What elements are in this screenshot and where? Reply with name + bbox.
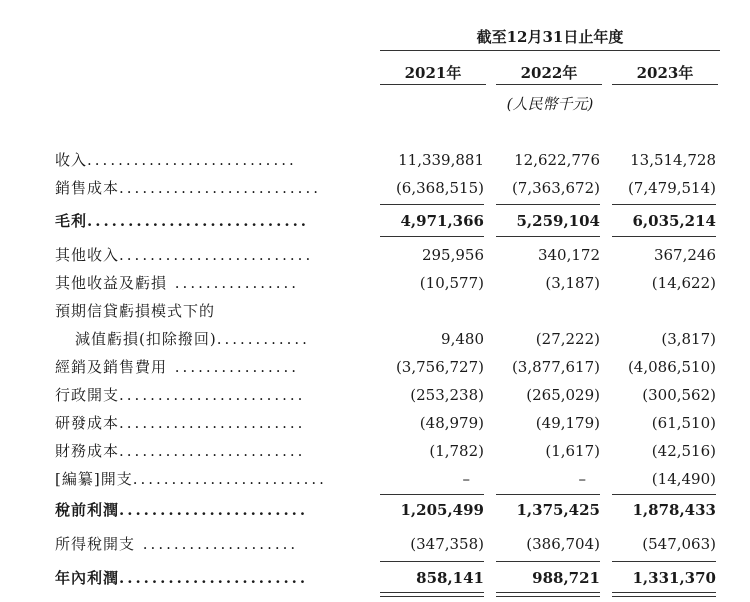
row-label: 減值虧損(扣除撥回)............ (75, 330, 310, 348)
value-2022: 5,259,104 (516, 212, 600, 230)
value-2021: 11,339,881 (398, 151, 484, 169)
row-label: [編纂]開支......................... (55, 470, 327, 488)
value-2023: (42,516) (651, 442, 716, 460)
total-double-rule (496, 592, 600, 597)
table-row-other-income (0, 243, 750, 267)
value-2021: (48,979) (419, 414, 484, 432)
table-row-revenue (0, 148, 750, 172)
row-label: 經銷及銷售費用 ................ (55, 358, 300, 376)
value-2021: 858,141 (416, 569, 484, 587)
row-label: 財務成本........................ (55, 442, 306, 460)
subtotal-rule (380, 236, 484, 237)
table-row-cost-of-sales (0, 176, 750, 200)
value-2023: (61,510) (651, 414, 716, 432)
row-label: 行政開支........................ (55, 386, 306, 404)
subtotal-rule (496, 561, 600, 562)
row-label: 毛利........................... (55, 212, 310, 230)
table-row-distribution-selling (0, 355, 750, 379)
row-label: 所得稅開支 .................... (55, 535, 299, 553)
year-underline (612, 84, 718, 85)
subtotal-rule (380, 204, 484, 205)
currency-unit: (人民幣千元) (506, 95, 594, 113)
table-row-redacted-expenses (0, 467, 750, 491)
value-2021: 295,956 (421, 246, 484, 264)
row-label: 預期信貸虧損模式下的 (55, 302, 216, 320)
value-2023: (14,622) (651, 274, 716, 292)
value-2023: 6,035,214 (632, 212, 716, 230)
value-2023: 1,331,370 (632, 569, 716, 587)
value-2021: – (462, 470, 470, 488)
row-label: 稅前利潤....................... (55, 501, 309, 519)
value-2021: (347,358) (410, 535, 484, 553)
value-2022: (49,179) (535, 414, 600, 432)
table-row-income-tax (0, 532, 750, 556)
value-2023: (14,490) (651, 470, 716, 488)
table-row-admin-expenses (0, 383, 750, 407)
value-2022: 988,721 (532, 569, 600, 587)
row-label: 其他收益及虧損 ................ (55, 274, 300, 292)
year-2022-header: 2022年 (520, 64, 578, 82)
value-2022: 1,375,425 (516, 501, 600, 519)
value-2023: (300,562) (642, 386, 716, 404)
value-2023: 13,514,728 (630, 151, 716, 169)
value-2022: – (578, 470, 586, 488)
table-row-other-gains-losses (0, 271, 750, 295)
value-2022: (1,617) (545, 442, 600, 460)
subtotal-rule (496, 204, 600, 205)
value-2022: (3,877,617) (511, 358, 600, 376)
row-label: 銷售成本.......................... (55, 179, 321, 197)
total-double-rule (380, 592, 484, 597)
value-2021: (6,368,515) (395, 179, 484, 197)
year-2021-header: 2021年 (404, 64, 462, 82)
subtotal-rule (380, 561, 484, 562)
value-2023: (4,086,510) (627, 358, 716, 376)
value-2022: 12,622,776 (514, 151, 600, 169)
value-2021: (253,238) (410, 386, 484, 404)
value-2021: 4,971,366 (400, 212, 484, 230)
table-row-gross-profit (0, 209, 750, 233)
value-2022: 340,172 (537, 246, 600, 264)
value-2021: (1,782) (429, 442, 484, 460)
subtotal-rule (612, 561, 716, 562)
row-label: 收入........................... (55, 151, 297, 169)
subtotal-rule (496, 494, 600, 495)
value-2023: (3,817) (661, 330, 716, 348)
subtotal-rule (612, 236, 716, 237)
row-label: 研發成本........................ (55, 414, 306, 432)
period-underline (380, 50, 720, 51)
table-row-rd-costs (0, 411, 750, 435)
subtotal-rule (612, 494, 716, 495)
table-row-profit-before-tax (0, 498, 750, 522)
table-row-finance-costs (0, 439, 750, 463)
value-2021: (10,577) (419, 274, 484, 292)
value-2022: (7,363,672) (511, 179, 600, 197)
subtotal-rule (380, 494, 484, 495)
value-2021: 9,480 (441, 330, 484, 348)
value-2023: 367,246 (653, 246, 716, 264)
value-2022: (265,029) (526, 386, 600, 404)
total-double-rule (612, 592, 716, 597)
table-row-impairment (0, 327, 750, 351)
value-2023: (547,063) (642, 535, 716, 553)
value-2023: (7,479,514) (627, 179, 716, 197)
year-underline (496, 84, 602, 85)
value-2022: (27,222) (535, 330, 600, 348)
table-row-profit-for-year (0, 566, 750, 590)
value-2022: (3,187) (545, 274, 600, 292)
value-2021: 1,205,499 (400, 501, 484, 519)
table-row-ecl-heading (0, 299, 750, 323)
subtotal-rule (496, 236, 600, 237)
subtotal-rule (612, 204, 716, 205)
row-label: 年內利潤....................... (55, 569, 309, 587)
value-2021: (3,756,727) (395, 358, 484, 376)
value-2023: 1,878,433 (632, 501, 716, 519)
year-underline (380, 84, 486, 85)
row-label: 其他收入......................... (55, 246, 314, 264)
value-2022: (386,704) (526, 535, 600, 553)
year-2023-header: 2023年 (636, 64, 694, 82)
period-header: 截至12月31日止年度 (476, 28, 624, 46)
